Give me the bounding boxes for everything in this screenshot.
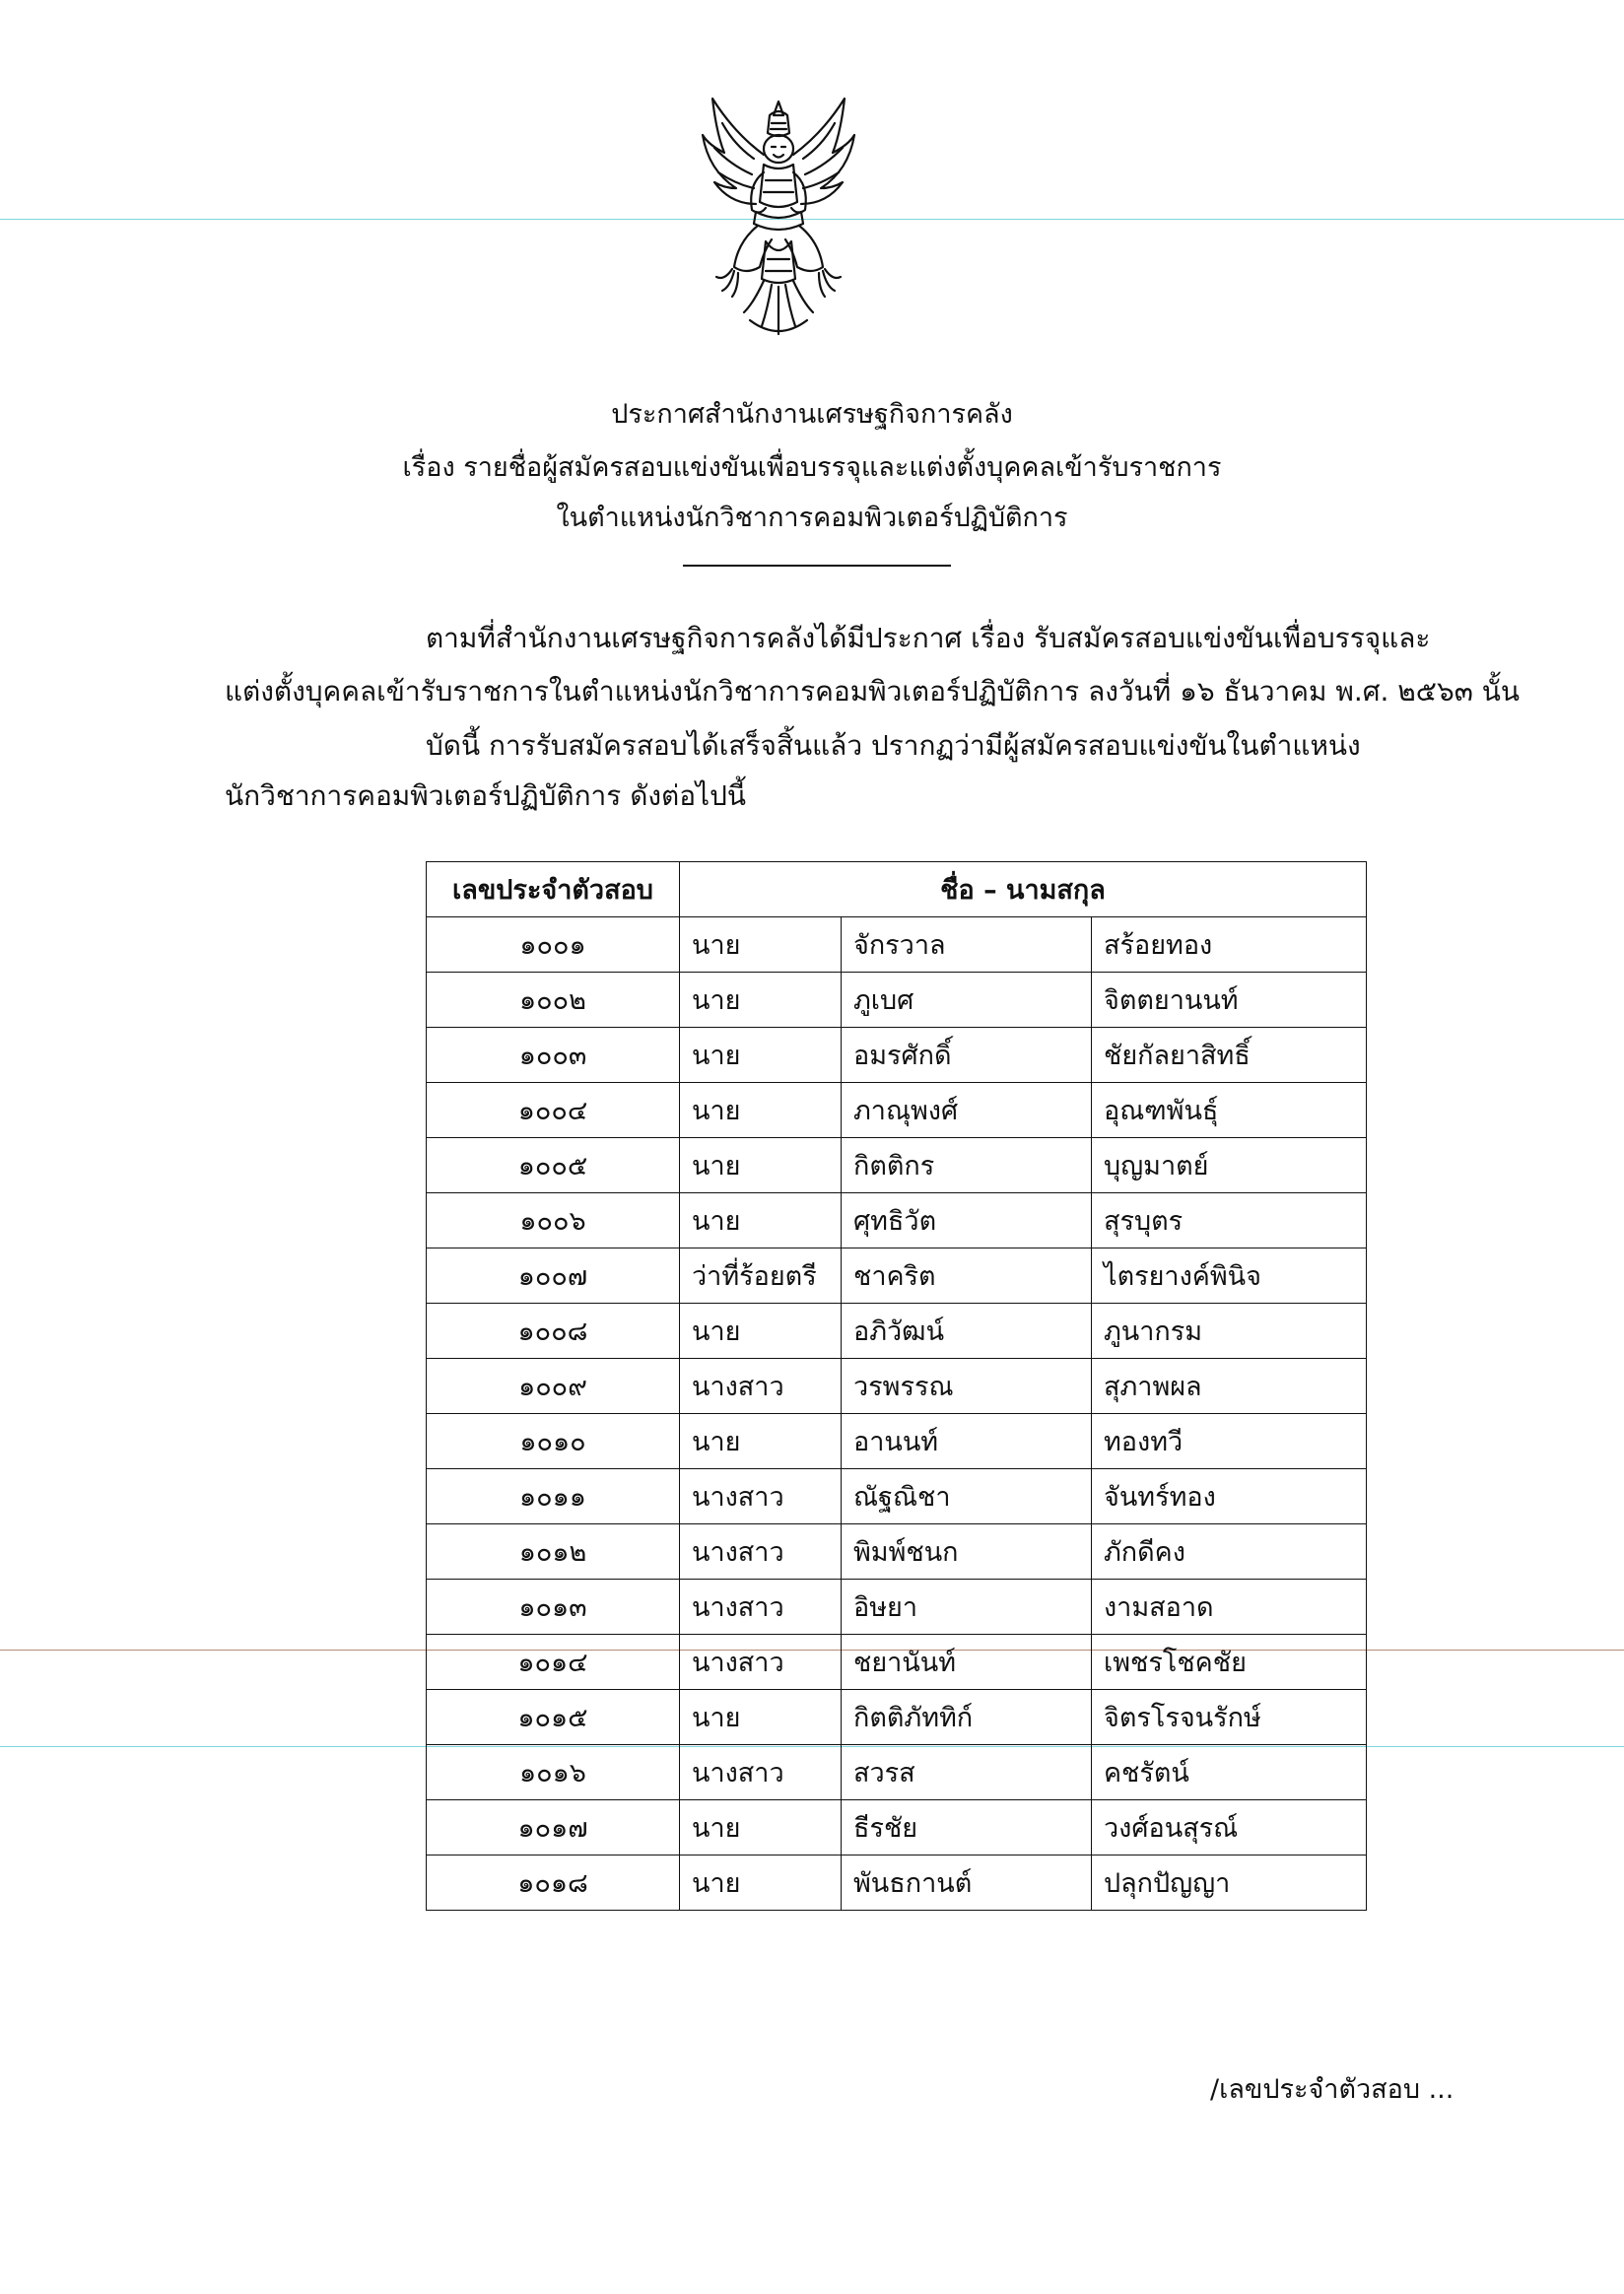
first-name-cell: ศุทธิวัต bbox=[842, 1193, 1092, 1248]
applicant-table bbox=[426, 861, 1367, 1911]
title-cell: นาย bbox=[680, 917, 842, 973]
table-row bbox=[427, 1855, 1367, 1911]
announcement-title: ประกาศสำนักงานเศรษฐกิจการคลัง bbox=[611, 399, 1013, 430]
header-divider bbox=[683, 565, 951, 567]
table-row bbox=[427, 1138, 1367, 1193]
exam-id-cell: ๑๐๐๒ bbox=[427, 973, 680, 1028]
exam-id-cell: ๑๐๑๑ bbox=[427, 1469, 680, 1524]
table-row bbox=[427, 1028, 1367, 1083]
paragraph-2-line-1: บัดนี้ การรับสมัครสอบได้เสร็จสิ้นแล้ว ปรากฏว่ามีผู้สมัครสอบแข่งขันในตำแหน่ง bbox=[426, 729, 1361, 762]
table-row bbox=[427, 1800, 1367, 1855]
continuation-marker: /เลขประจำตัวสอบ ... bbox=[1210, 2074, 1455, 2105]
last-name-cell: อุณฑพันธุ์ bbox=[1092, 1083, 1367, 1138]
exam-id-cell: ๑๐๐๕ bbox=[427, 1138, 680, 1193]
title-cell: นางสาว bbox=[680, 1580, 842, 1635]
first-name-cell: สวรส bbox=[842, 1745, 1092, 1800]
title-cell: นาย bbox=[680, 1800, 842, 1855]
first-name-cell: อมรศักดิ์ bbox=[842, 1028, 1092, 1083]
title-cell: นาย bbox=[680, 1193, 842, 1248]
exam-id-cell: ๑๐๐๘ bbox=[427, 1304, 680, 1359]
title-cell: นาย bbox=[680, 1083, 842, 1138]
first-name-cell: อภิวัฒน์ bbox=[842, 1304, 1092, 1359]
title-cell: นาย bbox=[680, 1414, 842, 1469]
table-row bbox=[427, 1248, 1367, 1304]
last-name-cell: เพชรโชคชัย bbox=[1092, 1635, 1367, 1690]
title-cell: นางสาว bbox=[680, 1635, 842, 1690]
last-name-cell: ภักดีคง bbox=[1092, 1524, 1367, 1580]
paragraph-1-line-2: แต่งตั้งบุคคลเข้ารับราชการในตำแหน่งนักวิชาการคอมพิวเตอร์ปฏิบัติการ ลงวันที่ ๑๖ ธันวาคม พ.ศ. ๒๕๖๓ นั้น bbox=[225, 675, 1521, 708]
table-header-row bbox=[427, 862, 1367, 917]
paragraph-1-line-1: ตามที่สำนักงานเศรษฐกิจการคลังได้มีประกาศ เรื่อง รับสมัครสอบแข่งขันเพื่อบรรจุและ bbox=[426, 622, 1431, 654]
title-cell: นาย bbox=[680, 1855, 842, 1911]
title-cell: นาย bbox=[680, 973, 842, 1028]
paragraph-2-line-2: นักวิชาการคอมพิวเตอร์ปฏิบัติการ ดังต่อไปนี้ bbox=[225, 779, 747, 812]
exam-id-cell: ๑๐๐๔ bbox=[427, 1083, 680, 1138]
table-row bbox=[427, 1580, 1367, 1635]
first-name-cell: ภาณุพงศ์ bbox=[842, 1083, 1092, 1138]
first-name-cell: อิษยา bbox=[842, 1580, 1092, 1635]
exam-id-cell: ๑๐๑๒ bbox=[427, 1524, 680, 1580]
title-cell: นาย bbox=[680, 1304, 842, 1359]
announcement-subject: เรื่อง รายชื่อผู้สมัครสอบแข่งขันเพื่อบรรจุและแต่งตั้งบุคคลเข้ารับราชการ bbox=[402, 452, 1222, 483]
last-name-cell: ทองทวี bbox=[1092, 1414, 1367, 1469]
first-name-cell: ชยานันท์ bbox=[842, 1635, 1092, 1690]
last-name-cell: วงศ์อนสุรณ์ bbox=[1092, 1800, 1367, 1855]
title-cell: นาย bbox=[680, 1690, 842, 1745]
title-cell: ว่าที่ร้อยตรี bbox=[680, 1248, 842, 1304]
last-name-cell: ปลุกปัญญา bbox=[1092, 1855, 1367, 1911]
exam-id-cell: ๑๐๐๗ bbox=[427, 1248, 680, 1304]
exam-id-cell: ๑๐๑๕ bbox=[427, 1690, 680, 1745]
last-name-cell: สุรบุตร bbox=[1092, 1193, 1367, 1248]
last-name-cell: จันทร์ทอง bbox=[1092, 1469, 1367, 1524]
exam-id-cell: ๑๐๑๓ bbox=[427, 1580, 680, 1635]
first-name-cell: ชาคริต bbox=[842, 1248, 1092, 1304]
last-name-cell: ภูนากรม bbox=[1092, 1304, 1367, 1359]
last-name-cell: จิตรโรจนรักษ์ bbox=[1092, 1690, 1367, 1745]
last-name-cell: คชรัตน์ bbox=[1092, 1745, 1367, 1800]
exam-id-cell: ๑๐๑๖ bbox=[427, 1745, 680, 1800]
exam-id-cell: ๑๐๑๗ bbox=[427, 1800, 680, 1855]
exam-id-cell: ๑๐๐๙ bbox=[427, 1359, 680, 1414]
exam-id-cell: ๑๐๐๑ bbox=[427, 917, 680, 973]
first-name-cell: พิมพ์ชนก bbox=[842, 1524, 1092, 1580]
table-row bbox=[427, 973, 1367, 1028]
table-row bbox=[427, 1745, 1367, 1800]
table-row bbox=[427, 1635, 1367, 1690]
last-name-cell: ไตรยางค์พินิจ bbox=[1092, 1248, 1367, 1304]
first-name-cell: ธีรชัย bbox=[842, 1800, 1092, 1855]
exam-id-cell: ๑๐๐๖ bbox=[427, 1193, 680, 1248]
table-row bbox=[427, 1690, 1367, 1745]
table-row bbox=[427, 1304, 1367, 1359]
last-name-cell: ชัยกัลยาสิทธิ์ bbox=[1092, 1028, 1367, 1083]
table-row bbox=[427, 1359, 1367, 1414]
last-name-cell: สร้อยทอง bbox=[1092, 917, 1367, 973]
first-name-cell: วรพรรณ bbox=[842, 1359, 1092, 1414]
table-row bbox=[427, 1193, 1367, 1248]
title-cell: นางสาว bbox=[680, 1359, 842, 1414]
column-header-exam-id: เลขประจำตัวสอบ bbox=[427, 862, 680, 917]
title-cell: นางสาว bbox=[680, 1745, 842, 1800]
table-row bbox=[427, 917, 1367, 973]
first-name-cell: กิตติกร bbox=[842, 1138, 1092, 1193]
last-name-cell: สุภาพผล bbox=[1092, 1359, 1367, 1414]
announcement-position: ในตำแหน่งนักวิชาการคอมพิวเตอร์ปฏิบัติการ bbox=[556, 503, 1068, 533]
first-name-cell: กิตติภัททิก์ bbox=[842, 1690, 1092, 1745]
exam-id-cell: ๑๐๐๓ bbox=[427, 1028, 680, 1083]
last-name-cell: บุญมาตย์ bbox=[1092, 1138, 1367, 1193]
first-name-cell: พันธกานต์ bbox=[842, 1855, 1092, 1911]
exam-id-cell: ๑๐๑๘ bbox=[427, 1855, 680, 1911]
title-cell: นาย bbox=[680, 1138, 842, 1193]
title-cell: นางสาว bbox=[680, 1524, 842, 1580]
exam-id-cell: ๑๐๑๔ bbox=[427, 1635, 680, 1690]
table-row bbox=[427, 1414, 1367, 1469]
table-row bbox=[427, 1524, 1367, 1580]
first-name-cell: อานนท์ bbox=[842, 1414, 1092, 1469]
last-name-cell: งามสอาด bbox=[1092, 1580, 1367, 1635]
table-body bbox=[427, 917, 1367, 1911]
table-row bbox=[427, 1083, 1367, 1138]
first-name-cell: ภูเบศ bbox=[842, 973, 1092, 1028]
first-name-cell: ณัฐณิชา bbox=[842, 1469, 1092, 1524]
first-name-cell: จักรวาล bbox=[842, 917, 1092, 973]
title-cell: นางสาว bbox=[680, 1469, 842, 1524]
exam-id-cell: ๑๐๑๐ bbox=[427, 1414, 680, 1469]
last-name-cell: จิตตยานนท์ bbox=[1092, 973, 1367, 1028]
title-cell: นาย bbox=[680, 1028, 842, 1083]
column-header-full-name: ชื่อ – นามสกุล bbox=[680, 862, 1367, 917]
table-row bbox=[427, 1469, 1367, 1524]
garuda-emblem-icon bbox=[695, 94, 862, 350]
